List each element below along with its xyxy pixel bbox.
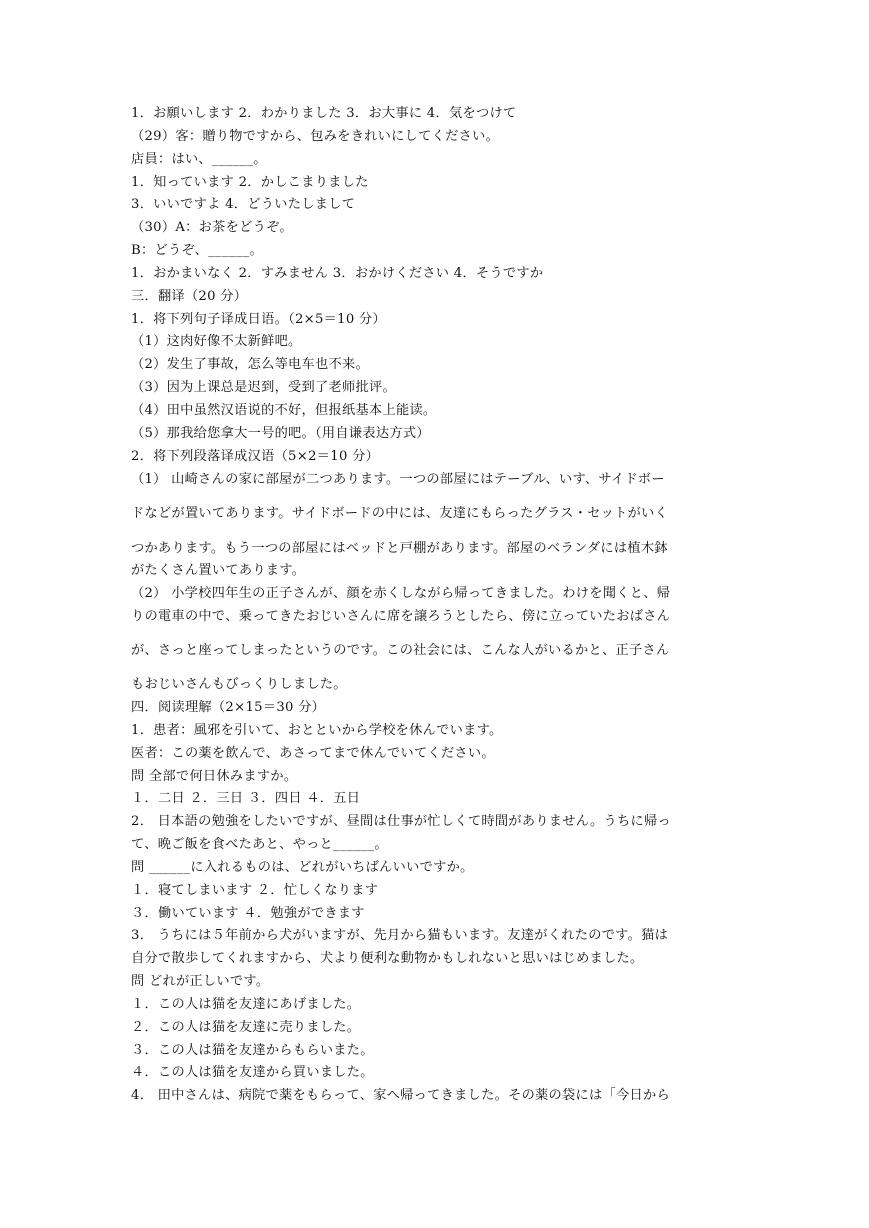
text-line: 問 全部で何日休みますか。 — [131, 769, 298, 784]
text-line: （3）因为上课总是迟到，受到了老师批评。 — [131, 380, 396, 395]
text-line: （2）发生了事故，怎么等电车也不来。 — [131, 357, 369, 372]
text-line: B：どうぞ、______。 — [131, 243, 264, 258]
text-line: 店員：はい、______。 — [131, 152, 267, 167]
section-heading: 四．阅读理解（2×15＝30 分） — [131, 700, 326, 715]
text-line: 3．いいですよ 4．どういたしまして — [131, 197, 356, 212]
section-heading: 三．翻译（20 分） — [131, 289, 248, 304]
text-line: 1．将下列句子译成日语。（2×5＝10 分） — [131, 312, 387, 327]
text-line: て、晩ご飯を食べたあと、やっと______。 — [131, 837, 388, 852]
text-line: 自分で散歩してくれますから、犬より便利な動物かもしれないと思いはじめました。 — [131, 951, 644, 966]
text-line: （1） 山崎さんの家に部屋が二つあります。一つの部屋にはテーブル、いす、サイドボー — [131, 472, 665, 487]
text-line: （29）客：贈り物ですから、包みをきれいにしてください。 — [131, 129, 500, 144]
text-line: がたくさん置いてあります。 — [131, 563, 306, 578]
text-line: 4． 田中さんは、病院で薬をもらって、家へ帰ってきました。その薬の袋には「今日から — [131, 1088, 670, 1103]
text-line: 3． うちには５年前から犬がいますが、先月から猫もいます。友達がくれたのです。猫は — [131, 928, 669, 943]
text-line: が、さっと座ってしまったというのです。この社会には、こんな人がいるかと、正子さん — [131, 643, 670, 658]
text-line: １．この人は猫を友達にあげました。 — [131, 997, 361, 1012]
text-line: 1．お願いします 2．わかりました 3．お大事に 4．気をつけて — [131, 106, 517, 121]
text-line: （4）田中虽然汉语说的不好，但报纸基本上能读。 — [131, 403, 437, 418]
text-line: １．寝てしまいます ２．忙しくなります — [131, 883, 379, 898]
text-line: ２．この人は猫を友達に売りました。 — [131, 1020, 361, 1035]
text-line: 1．おかまいなく 2．すみません 3．おかけください 4．そうですか — [131, 266, 544, 281]
text-line: ３．この人は猫を友達からもらいまた。 — [131, 1043, 374, 1058]
text-line: つかあります。もう一つの部屋にはベッドと戸棚があります。部屋のベランダには植木鉢 — [131, 541, 668, 556]
text-line: ３．働いています ４．勉強ができます — [131, 906, 365, 921]
text-line: （5）那我给您拿大一号的吧。（用自谦表达方式） — [131, 426, 430, 441]
text-line: ４．この人は猫を友達から買いました。 — [131, 1065, 374, 1080]
text-line: 2．将下列段落译成汉语（5×2＝10 分） — [131, 449, 380, 464]
text-line: 1．知っています 2．かしこまりました — [131, 175, 369, 190]
text-line: 問 ______に入れるものは、どれがいちばんいいですか。 — [131, 860, 474, 875]
text-line: ドなどが置いてあります。サイドボードの中には、友達にもらったグラス・セットがいく — [131, 506, 669, 521]
text-line: （1）这肉好像不太新鲜吧。 — [131, 334, 302, 349]
text-line: 1．患者：風邪を引いて、おとといから学校を休んでいます。 — [131, 723, 503, 738]
text-line: 2． 日本語の勉強をしたいですが、昼間は仕事が忙しくて時間がありません。うちに帰っ — [131, 814, 671, 829]
text-line: もおじいさんもびっくりしました。 — [131, 677, 347, 692]
text-line: 医者：この薬を飲んで、あさってまで休んでいてください。 — [131, 746, 495, 761]
text-line: りの電車の中で、乗ってきたおじいさんに席を譲ろうとしたら、傍に立っていたおばさん — [131, 609, 671, 624]
text-line: 問 どれが正しいです。 — [131, 974, 270, 989]
text-line: １．二日 ２．三日 ３．四日 ４．五日 — [131, 791, 361, 806]
text-line: （2） 小学校四年生の正子さんが、顔を赤くしながら帰ってきました。わけを聞くと、帰 — [131, 586, 671, 601]
text-line: （30）A：お茶をどうぞ。 — [131, 220, 293, 235]
